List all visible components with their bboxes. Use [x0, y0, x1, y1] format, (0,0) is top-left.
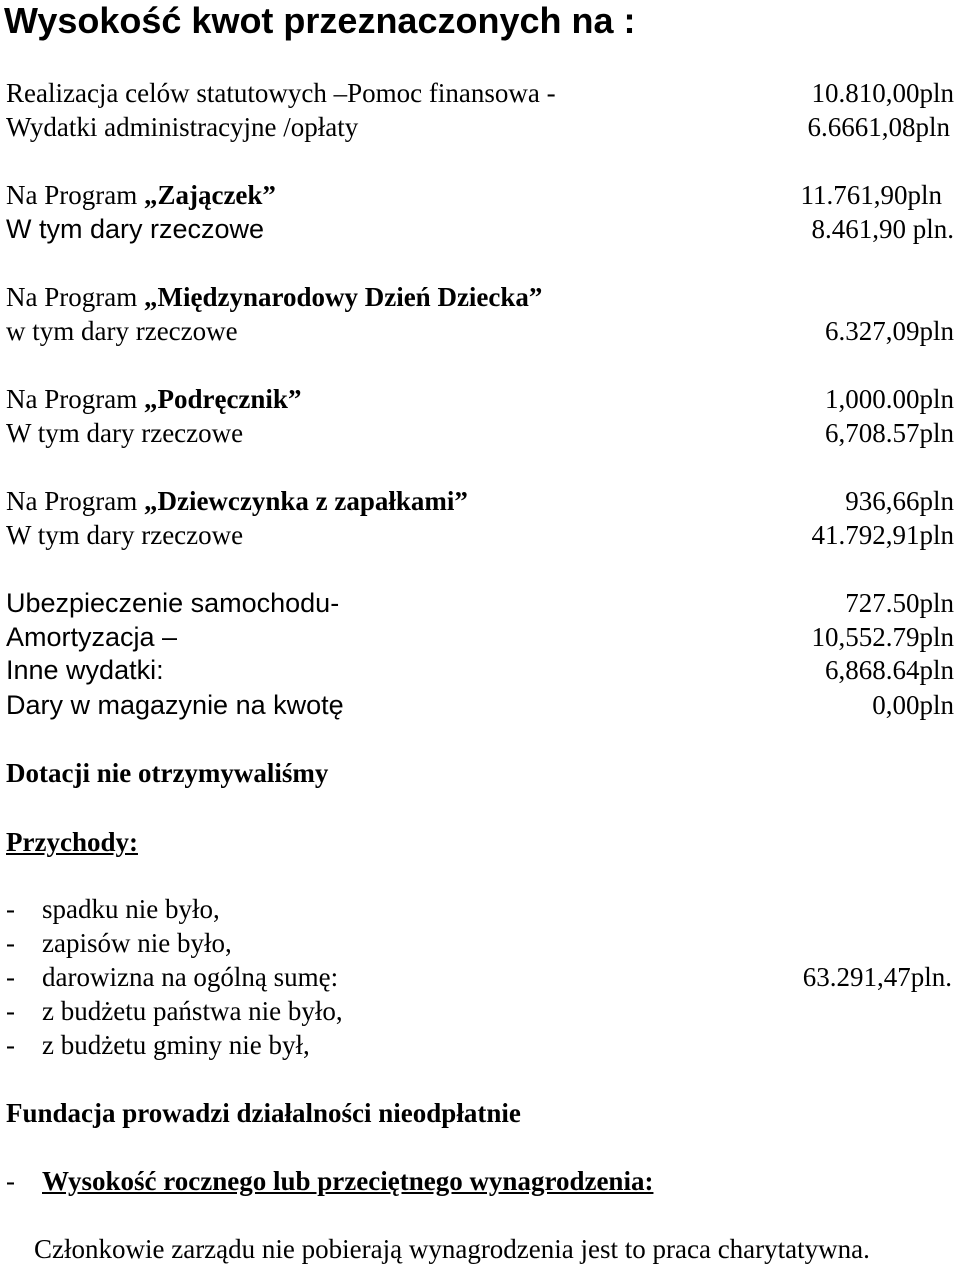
in-kind-label: W tym dary rzeczowe [6, 418, 244, 448]
in-kind-row-zajaczek [6, 212, 954, 246]
program-name: „Międzynarodowy Dzień Dziecka” [143, 282, 543, 312]
expense-value: 727.50pln [845, 588, 954, 618]
program-label [6, 178, 276, 212]
expense-row-administrative [6, 110, 954, 144]
in-kind-label: W tym dary rzeczowe [6, 214, 265, 244]
program-name: „Zajączek” [143, 180, 276, 210]
in-kind-value: 6.327,09pln [824, 316, 954, 346]
expense-row-insurance [6, 586, 954, 620]
salary-heading [6, 1164, 954, 1198]
in-kind-row-dzien-dziecka [6, 314, 954, 348]
expense-label: Dary w magazynie na kwotę [6, 690, 344, 720]
in-kind-label: W tym dary rzeczowe [6, 520, 244, 550]
expense-label: Wydatki administracyjne /opłaty [6, 112, 359, 142]
program-row-dzien-dziecka [6, 280, 954, 314]
program-prefix: Na Program [6, 180, 144, 210]
dash-bullet: - [6, 928, 15, 958]
program-value: 936,66pln [845, 486, 954, 516]
program-prefix: Na Program [6, 282, 144, 312]
income-item-text: spadku nie było, [42, 894, 220, 924]
income-item-inheritance [6, 892, 954, 926]
income-heading-text: Przychody: [6, 827, 138, 857]
income-item-municipal-budget [6, 1028, 954, 1062]
expense-row-warehouse [6, 688, 954, 722]
expense-row-other [6, 653, 954, 687]
program-name: „Podręcznik” [143, 384, 302, 414]
income-item-text: darowizna na ogólną sumę: [42, 962, 339, 992]
program-value: 11.761,90pln [800, 180, 942, 210]
foundation-note-text: Fundacja prowadzi działalności nieodpłatnie [6, 1098, 521, 1128]
in-kind-value: 8.461,90 pln. [811, 214, 954, 244]
program-name: „Dziewczynka z zapałkami” [143, 486, 468, 516]
income-item-text: z budżetu gminy nie był, [42, 1030, 310, 1060]
program-row-dziewczynka [6, 484, 954, 518]
salary-heading-text: Wysokość rocznego lub przeciętnego wynagrodzenia: [42, 1166, 654, 1196]
income-item-value: 63.291,47pln. [802, 962, 952, 992]
expense-row-statutory [6, 76, 954, 110]
page-title: Wysokość kwot przeznaczonych na : [4, 0, 636, 41]
in-kind-row-podrecznik [6, 416, 954, 450]
dash-bullet: - [6, 962, 15, 992]
expense-row-depreciation [6, 620, 954, 654]
expense-value: 10.810,00pln [811, 78, 954, 108]
foundation-note [6, 1096, 954, 1130]
program-row-podrecznik [6, 382, 954, 416]
program-value: 1,000.00pln [824, 384, 954, 414]
dash-bullet: - [6, 1166, 15, 1196]
in-kind-label: w tym dary rzeczowe [6, 316, 238, 346]
income-item-text: z budżetu państwa nie było, [42, 996, 343, 1026]
program-row-zajaczek [6, 178, 954, 212]
program-label [6, 280, 542, 314]
expense-value: 10,552.79pln [811, 622, 954, 652]
grants-text: Dotacji nie otrzymywaliśmy [6, 758, 329, 788]
expense-label: Ubezpieczenie samochodu- [6, 588, 340, 618]
program-prefix: Na Program [6, 486, 144, 516]
program-prefix: Na Program [6, 384, 144, 414]
income-item-text: zapisów nie było, [42, 928, 232, 958]
grants-note [6, 756, 954, 790]
expense-label: Realizacja celów statutowych –Pomoc finansowa - [6, 78, 556, 108]
in-kind-row-dziewczynka [6, 518, 954, 552]
income-item-state-budget [6, 994, 954, 1028]
income-item-donations [6, 960, 954, 994]
board-note [34, 1232, 954, 1266]
expense-label: Amortyzacja – [6, 622, 178, 652]
expense-label: Inne wydatki: [6, 655, 164, 685]
board-note-text: Członkowie zarządu nie pobierają wynagrodzenia jest to praca charytatywna. [34, 1234, 870, 1264]
dash-bullet: - [6, 894, 15, 924]
dash-bullet: - [6, 1030, 15, 1060]
expense-value: 6.6661,08pln [807, 112, 950, 142]
in-kind-value: 41.792,91pln [811, 520, 954, 550]
program-label [6, 382, 301, 416]
program-label [6, 484, 468, 518]
expense-value: 0,00pln [872, 690, 954, 720]
income-item-bequests [6, 926, 954, 960]
income-heading [6, 825, 954, 859]
expense-value: 6,868.64pln [824, 655, 954, 685]
in-kind-value: 6,708.57pln [824, 418, 954, 448]
dash-bullet: - [6, 996, 15, 1026]
